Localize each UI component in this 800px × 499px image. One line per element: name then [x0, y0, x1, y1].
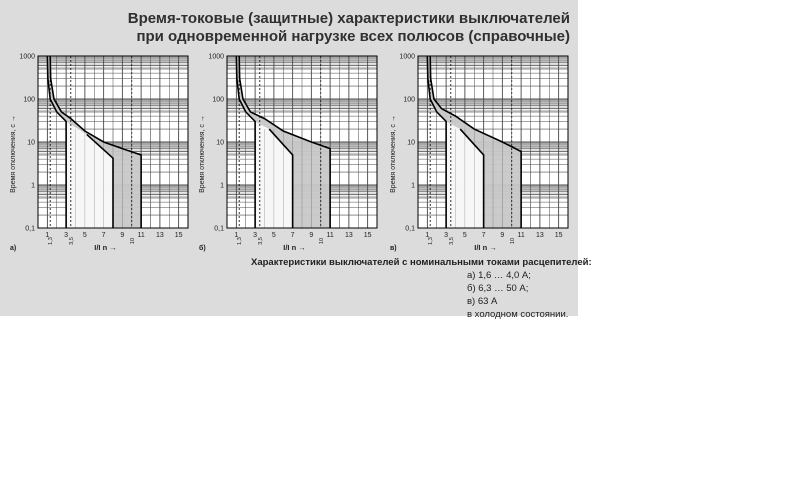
y-tick-label: 1: [411, 182, 415, 190]
y-tick-label: 10: [27, 139, 35, 147]
x-minor-tick-label: 1,3: [48, 237, 55, 245]
y-axis-label: Время отключения, с →: [199, 115, 206, 193]
y-tick-label: 100: [23, 96, 35, 104]
y-tick-label: 100: [403, 96, 415, 104]
x-tick-label: 13: [344, 232, 353, 239]
caption-item-d: в холодном состоянии.: [467, 309, 569, 320]
y-tick-label: 10: [216, 139, 224, 147]
x-tick-label: 11: [326, 232, 334, 239]
y-axis-label: Время отключения, с →: [390, 115, 397, 193]
x-tick-label: 3: [444, 232, 449, 239]
x-tick-label: 1: [425, 232, 430, 239]
x-minor-tick-label: 1,3: [428, 237, 435, 245]
x-tick-label: 11: [137, 232, 145, 239]
x-tick-label: 5: [462, 232, 467, 239]
y-axis-label: Время отключения, с →: [10, 115, 17, 193]
caption-item-c: в) 63 А: [467, 296, 498, 307]
x-axis-label: I/I n →: [474, 243, 497, 252]
x-tick-label: 3: [253, 232, 258, 239]
x-tick-label: 13: [155, 232, 164, 239]
y-tick-label: 0,1: [405, 225, 415, 233]
x-tick-label: 11: [517, 232, 525, 239]
y-tick-label: 1: [220, 182, 224, 190]
y-tick-label: 0,1: [214, 225, 224, 233]
y-tick-label: 1000: [208, 53, 224, 61]
caption-heading: Характеристики выключателей с номинальными токами расцепителей:: [251, 257, 592, 268]
panel-label: б): [199, 245, 206, 252]
x-tick-label: 7: [101, 232, 106, 239]
x-tick-label: 15: [363, 232, 372, 239]
caption-item-b: б) 6,3 … 50 А;: [467, 283, 529, 294]
x-minor-tick-label: 10: [318, 237, 325, 245]
x-tick-label: 1: [234, 232, 239, 239]
x-axis-label: I/I n →: [283, 243, 306, 252]
title-line-1: Время-токовые (защитные) характеристики выключателей: [127, 10, 570, 27]
y-tick-label: 1: [31, 182, 35, 190]
x-tick-label: 13: [535, 232, 544, 239]
x-minor-tick-label: 3,5: [257, 237, 264, 245]
figure-panel: [0, 0, 592, 320]
x-minor-tick-label: 1,3: [237, 237, 244, 245]
x-minor-tick-label: 3,5: [68, 237, 75, 245]
x-tick-label: 15: [174, 232, 183, 239]
x-tick-label: 15: [554, 232, 563, 239]
caption-item-a: а) 1,6 … 4,0 А;: [467, 270, 531, 281]
x-tick-label: 3: [64, 232, 69, 239]
x-tick-label: 9: [309, 232, 314, 239]
x-tick-label: 5: [271, 232, 276, 239]
y-tick-label: 0,1: [25, 225, 35, 233]
x-minor-tick-label: 10: [509, 237, 516, 245]
x-tick-label: 7: [481, 232, 486, 239]
chart-3: [390, 54, 568, 253]
x-minor-tick-label: 10: [129, 237, 136, 245]
y-tick-label: 100: [212, 96, 224, 104]
x-tick-label: 1: [45, 232, 50, 239]
title-line-2: при одновременной нагрузке всех полюсов (справочные): [136, 28, 570, 45]
caption: [251, 256, 592, 321]
x-tick-label: 9: [120, 232, 125, 239]
x-tick-label: 5: [82, 232, 87, 239]
y-tick-label: 10: [407, 139, 415, 147]
chart-2: [199, 54, 377, 253]
y-tick-label: 1000: [19, 53, 35, 61]
panel-label: в): [390, 245, 397, 252]
x-tick-label: 7: [290, 232, 295, 239]
x-minor-tick-label: 3,5: [448, 237, 455, 245]
y-tick-label: 1000: [399, 53, 415, 61]
chart-1: [10, 54, 188, 253]
x-axis-label: I/I n →: [94, 243, 117, 252]
panel-label: а): [10, 245, 17, 252]
x-tick-label: 9: [500, 232, 505, 239]
